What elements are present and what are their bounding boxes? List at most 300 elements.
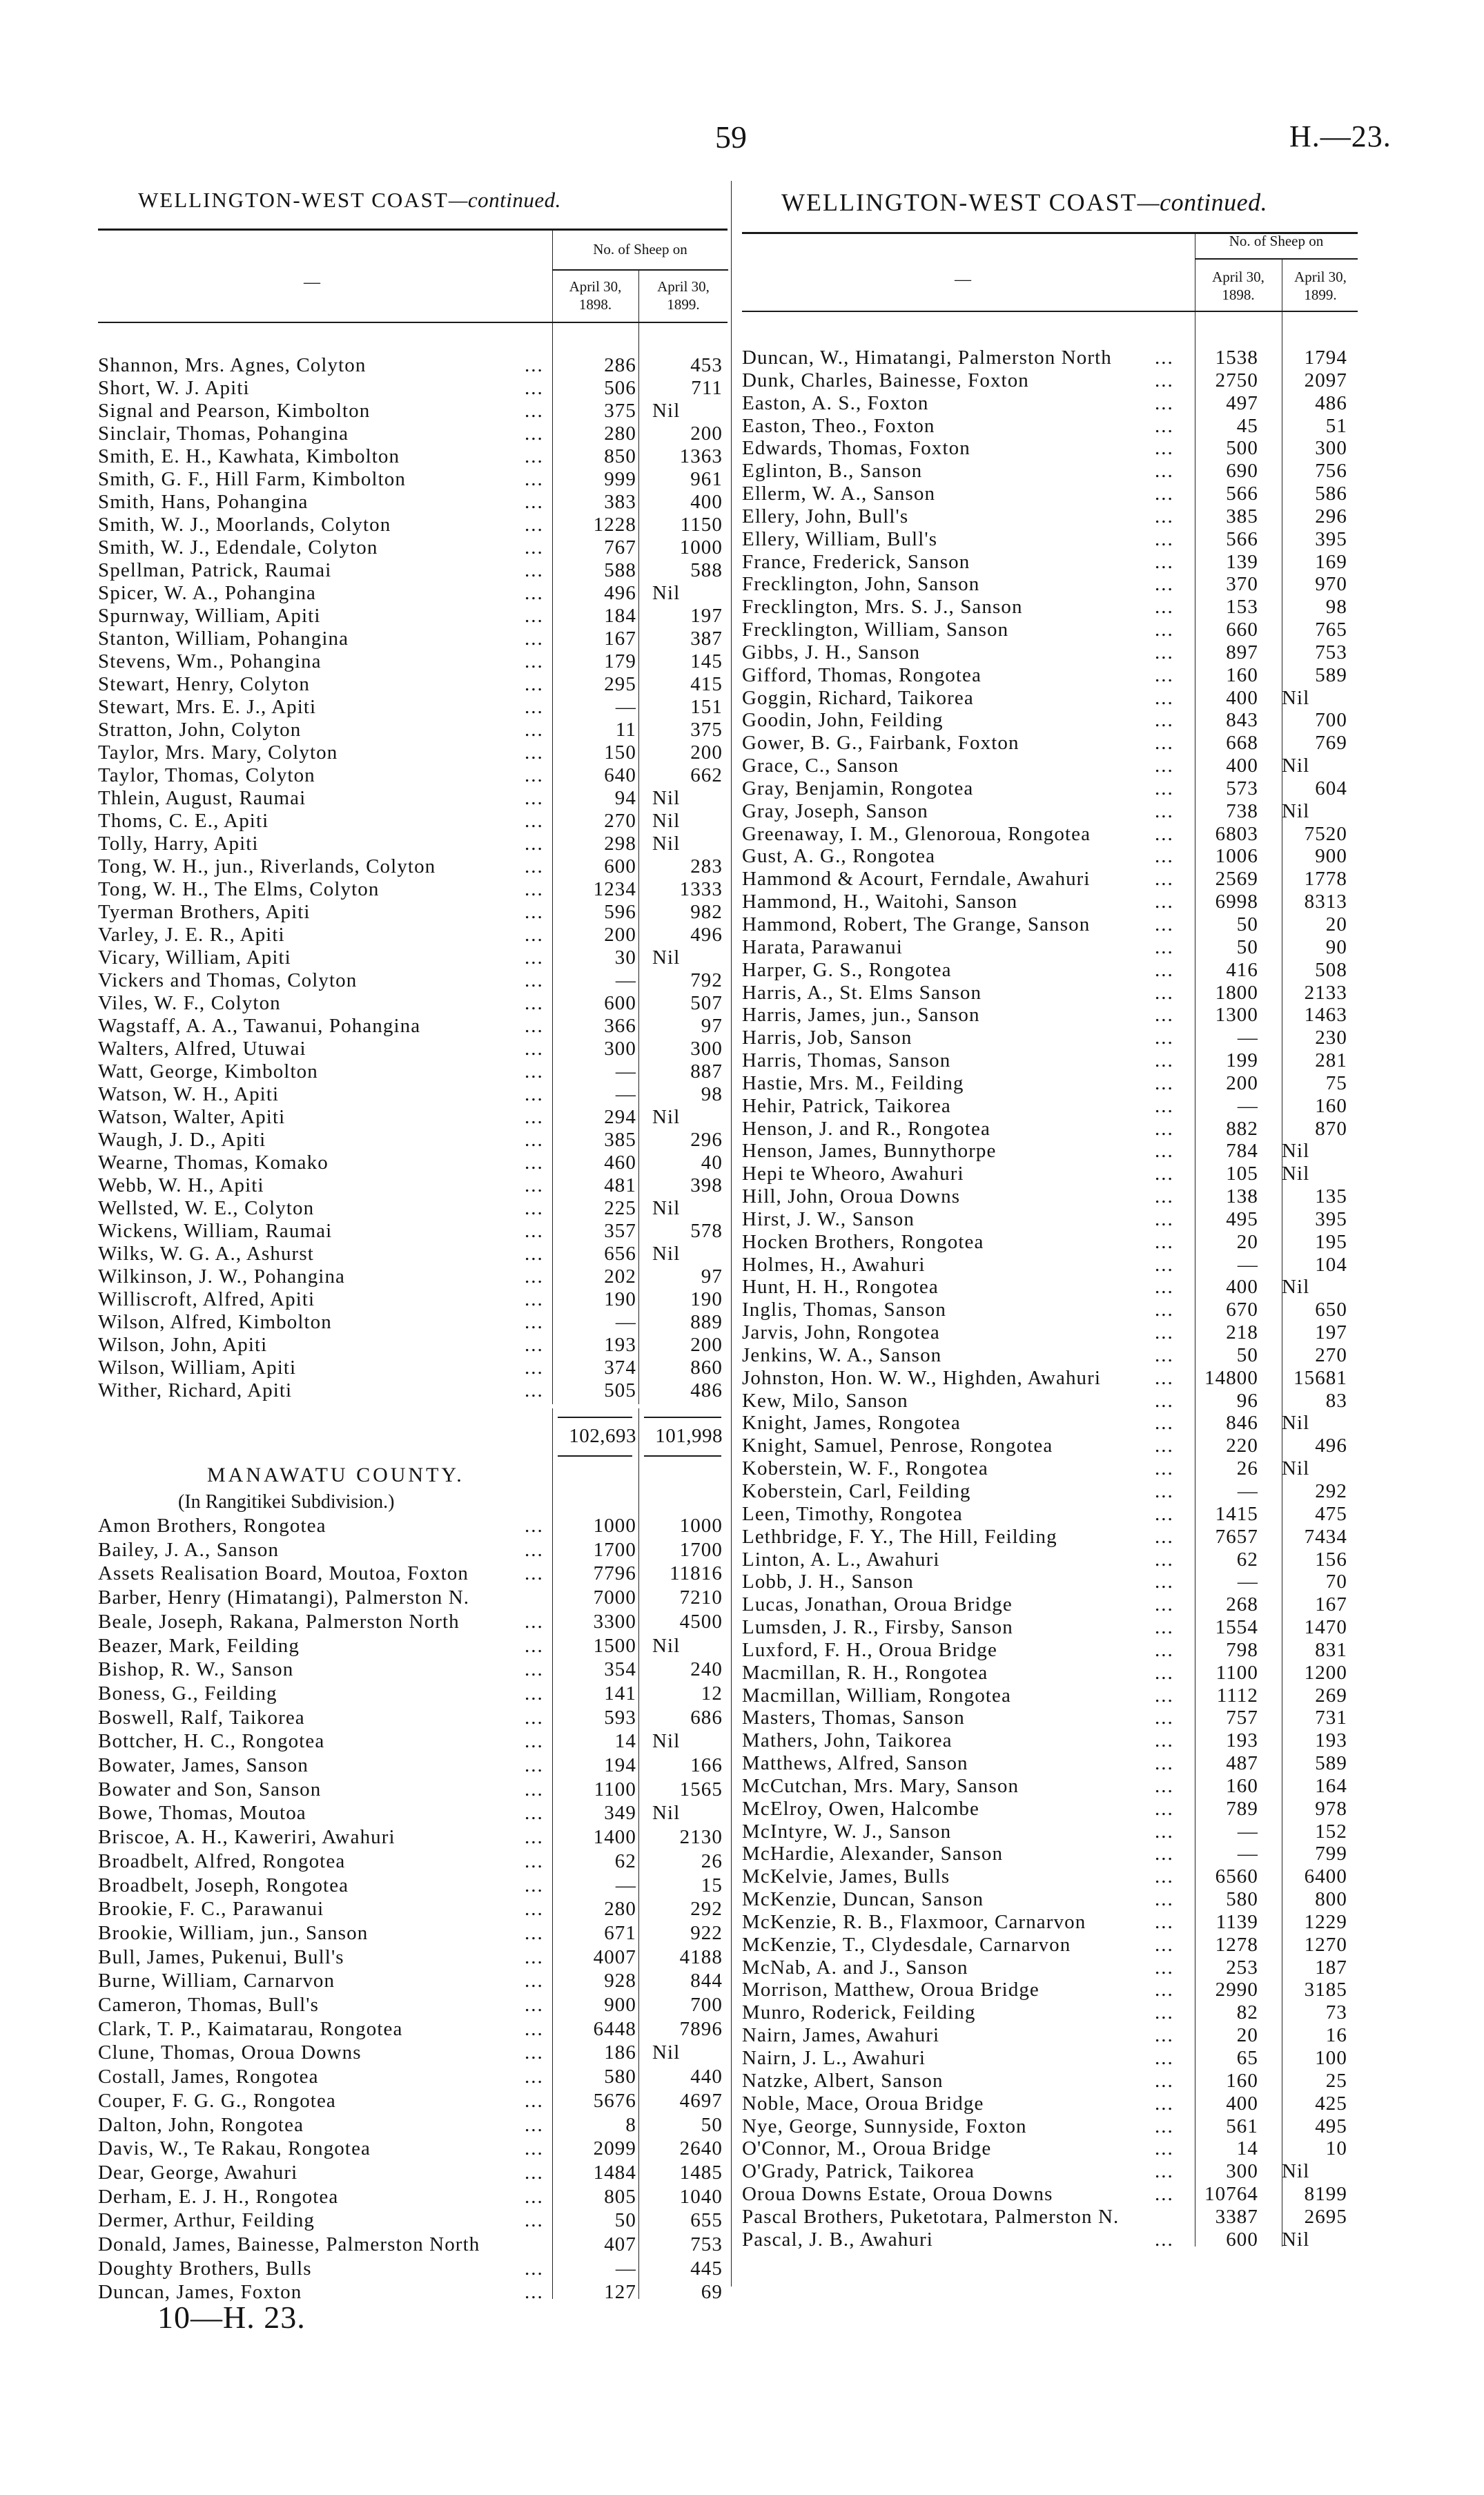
sheep-count-1899: 486 [1315, 391, 1347, 414]
owner-name: Holmes, H., Awahuri [742, 1253, 926, 1276]
sheep-count-1899: 1778 [1304, 868, 1347, 891]
owner-name: Bull, James, Pukenui, Bull's [98, 1945, 344, 1968]
sheep-count-1899: 160 [1315, 1094, 1347, 1117]
sheep-count-1899: 395 [1315, 527, 1347, 550]
table-row [742, 1821, 1358, 1843]
sheep-count-1899: 1470 [1304, 1616, 1347, 1639]
left-name-col-header: — [304, 273, 320, 291]
owner-name: Gray, Joseph, Sanson [742, 799, 928, 822]
owner-name: Spurnway, William, Apiti [98, 605, 321, 627]
dot-leader: ... [1155, 1027, 1174, 1049]
table-row [742, 2047, 1358, 2070]
sheep-count-1899: 753 [1315, 641, 1347, 663]
table-row [742, 551, 1358, 574]
dot-leader: ... [525, 2185, 544, 2208]
sheep-count-1898: 300 [604, 1038, 636, 1060]
sheep-count-1898: 573 [1226, 777, 1258, 799]
dot-leader: ... [1155, 958, 1174, 981]
sheep-count-1899: 1363 [679, 445, 723, 467]
owner-name: McElroy, Owen, Halcombe [742, 1797, 979, 1820]
sheep-count-1898: 4007 [593, 1945, 636, 1968]
sheep-count-1899: 270 [1315, 1343, 1347, 1366]
sheep-count-1899: 151 [690, 696, 723, 718]
owner-name: Macmillan, William, Rongotea [742, 1684, 1011, 1707]
table-row [98, 650, 728, 673]
dot-leader: ... [1155, 596, 1174, 619]
sheep-count-1898: 1000 [593, 1515, 636, 1537]
owner-name: Watson, Walter, Apiti [98, 1106, 286, 1128]
dot-leader: ... [1155, 1548, 1174, 1571]
sheep-count-1898: 1112 [1216, 1684, 1258, 1707]
sheep-count-1899: 300 [1315, 437, 1347, 460]
owner-name: Smith, G. F., Hill Farm, Kimbolton [98, 468, 406, 490]
dot-leader: ... [525, 810, 544, 832]
owner-name: Gray, Benjamin, Rongotea [742, 777, 974, 799]
sheep-count-1898: 383 [604, 491, 636, 513]
sheep-count-1899: 1040 [679, 2185, 723, 2208]
county-heading: MANAWATU COUNTY. [207, 1464, 465, 1486]
owner-name: Dermer, Arthur, Feilding [98, 2209, 315, 2232]
sheep-count-1898: 374 [604, 1357, 636, 1379]
owner-name: Nairn, J. L., Awahuri [742, 2047, 926, 2069]
sheep-count-1899: 292 [1315, 1480, 1347, 1502]
owner-name: Donald, James, Bainesse, Palmerston North [98, 2233, 480, 2255]
dot-leader: ... [1155, 505, 1174, 527]
table-row [98, 1707, 728, 1729]
sheep-count-1899: 100 [1315, 2047, 1347, 2069]
owner-name: Jenkins, W. A., Sanson [742, 1343, 942, 1366]
owner-name: Masters, Thomas, Sanson [742, 1707, 965, 1729]
table-row [742, 1412, 1358, 1435]
table-row [98, 1539, 728, 1562]
sheep-count-1899: 195 [1315, 1230, 1347, 1253]
sheep-count-1898: 1228 [593, 514, 636, 536]
dot-leader: ... [525, 1243, 544, 1265]
dot-leader: ... [1155, 1593, 1174, 1616]
sheep-count-1899: 2097 [1304, 369, 1347, 391]
sheep-count-1898: 668 [1226, 732, 1258, 755]
owner-name: Noble, Mace, Oroua Bridge [742, 2092, 984, 2115]
owner-name: Munro, Roderick, Feilding [742, 2001, 976, 2024]
sheep-count-1899: 4188 [679, 1945, 723, 1968]
dot-leader: ... [1155, 2001, 1174, 2024]
table-row [98, 1015, 728, 1038]
total-rule-bottom-1 [558, 1455, 632, 1457]
sheep-count-1898: — [1237, 1094, 1258, 1117]
table-row [742, 2160, 1358, 2183]
sheep-count-1898: 8 [625, 2113, 636, 2136]
sheep-count-1899: 135 [1315, 1185, 1347, 1208]
dot-leader: ... [525, 1334, 544, 1356]
sheep-count-1898: 580 [1226, 1888, 1258, 1911]
owner-name: Wilson, Alfred, Kimbolton [98, 1311, 332, 1333]
table-row [742, 1707, 1358, 1729]
sheep-count-1899: 961 [690, 468, 723, 490]
sheep-count-1899: 731 [1315, 1707, 1347, 1729]
sheep-count-1899: 792 [690, 969, 723, 991]
dot-leader: ... [1155, 347, 1174, 369]
col-header-line: April 30, [1212, 269, 1265, 285]
sheep-count-1899: 98 [1325, 596, 1347, 619]
sheep-count-1899: 40 [701, 1152, 723, 1174]
owner-name: Dalton, John, Rongotea [98, 2113, 304, 2136]
sheep-count-1898: — [1237, 1820, 1258, 1843]
sheep-count-1898: 6998 [1215, 891, 1258, 913]
dot-leader: ... [1155, 1412, 1174, 1435]
dot-leader: ... [1155, 2115, 1174, 2137]
sheep-count-1898: 784 [1226, 1140, 1258, 1163]
sheep-count-1899: Nil [652, 1634, 681, 1657]
table-row [742, 1457, 1358, 1480]
dot-leader: ... [525, 1197, 544, 1219]
sheep-count-1898: 193 [1226, 1729, 1258, 1752]
dot-leader: ... [1155, 460, 1174, 483]
table-row [98, 741, 728, 764]
sheep-count-1898: 600 [604, 855, 636, 877]
sheep-count-1898: 6560 [1215, 1865, 1258, 1888]
sheep-count-1899: 83 [1325, 1389, 1347, 1412]
table-row [742, 1503, 1358, 1526]
dot-leader: ... [1155, 1865, 1174, 1888]
sheep-count-1898: 767 [604, 536, 636, 559]
sheep-count-1898: — [615, 696, 636, 718]
sheep-count-1898: 660 [1226, 619, 1258, 641]
sheep-count-1899: 1565 [679, 1778, 723, 1800]
owner-name: Wellsted, W. E., Colyton [98, 1197, 315, 1219]
owner-name: Lumsden, J. R., Firsby, Sanson [742, 1616, 1013, 1639]
owner-name: Gibbs, J. H., Sanson [742, 641, 921, 663]
owner-name: Henson, J. and R., Rongotea [742, 1117, 990, 1140]
sheep-count-1899: 586 [1315, 483, 1347, 505]
dot-leader: ... [525, 1945, 544, 1968]
sheep-count-1899: 200 [690, 1334, 723, 1356]
sheep-count-1899: 486 [690, 1379, 723, 1401]
dot-leader: ... [1155, 2160, 1174, 2183]
sheep-count-1899: 700 [690, 1994, 723, 2016]
owner-name: Frecklington, Mrs. S. J., Sanson [742, 596, 1023, 619]
sheep-count-1898: 200 [1226, 1071, 1258, 1094]
sheep-count-1898: 153 [1226, 596, 1258, 619]
owner-name: McCutchan, Mrs. Mary, Sanson [742, 1774, 1019, 1797]
table-row [98, 1826, 728, 1849]
dot-leader: ... [525, 1874, 544, 1896]
dot-leader: ... [1155, 1843, 1174, 1865]
sheep-count-1899: 26 [701, 1850, 723, 1872]
dot-leader: ... [1155, 1797, 1174, 1820]
dot-leader: ... [1155, 1661, 1174, 1684]
table-row [742, 2137, 1358, 2160]
table-row [742, 687, 1358, 710]
sheep-count-1898: — [615, 1874, 636, 1896]
dot-leader: ... [1155, 1525, 1174, 1548]
dot-leader: ... [525, 377, 544, 399]
dot-leader: ... [1155, 2069, 1174, 2092]
sheep-count-1899: 7896 [679, 2017, 723, 2040]
sheep-count-1899: Nil [652, 946, 681, 969]
owner-name: McKelvie, James, Bulls [742, 1865, 950, 1888]
sheep-count-1898: 138 [1226, 1185, 1258, 1208]
table-row [98, 1754, 728, 1777]
sheep-count-1898: 850 [604, 445, 636, 467]
table-row [742, 1957, 1358, 1979]
sheep-count-1899: 167 [1315, 1593, 1347, 1616]
sheep-count-1899: 1333 [679, 878, 723, 900]
owner-name: McNab, A. and J., Sanson [742, 1956, 968, 1979]
table-row [98, 1334, 728, 1357]
owner-name: Duncan, James, Foxton [98, 2281, 302, 2304]
owner-name: McKenzie, R. B., Flaxmoor, Carnarvon [742, 1910, 1086, 1933]
dot-leader: ... [525, 1610, 544, 1633]
sheep-count-1899: 2133 [1304, 981, 1347, 1004]
owner-name: Davis, W., Te Rakau, Rongotea [98, 2137, 371, 2160]
dot-leader: ... [1155, 755, 1174, 777]
sheep-count-1899: 453 [690, 354, 723, 376]
sheep-count-1898: 141 [604, 1682, 636, 1705]
dot-leader: ... [525, 1921, 544, 1944]
table-row [742, 1549, 1358, 1571]
sheep-count-1899: 496 [690, 924, 723, 946]
sheep-count-1899: 769 [1315, 732, 1347, 755]
dot-leader: ... [1155, 1185, 1174, 1208]
sheep-count-1899: 870 [1315, 1117, 1347, 1140]
table-row [742, 755, 1358, 777]
table-row [742, 483, 1358, 505]
owner-name: Couper, F. G. G., Rongotea [98, 2089, 336, 2112]
dot-leader: ... [525, 969, 544, 991]
signature-mark: 10—H. 23. [157, 2300, 306, 2335]
dot-leader: ... [1155, 1729, 1174, 1752]
sheep-count-1898: 96 [1236, 1389, 1258, 1412]
table-row [742, 1276, 1358, 1299]
dot-leader: ... [525, 1826, 544, 1849]
sheep-count-1898: 487 [1226, 1752, 1258, 1775]
sheep-count-1898: 7657 [1215, 1525, 1258, 1548]
sheep-count-1898: — [615, 969, 636, 991]
dot-leader: ... [1155, 981, 1174, 1004]
owner-name: Inglis, Thomas, Sanson [742, 1299, 946, 1321]
sheep-count-1899: 300 [690, 1038, 723, 1060]
table-row [742, 1888, 1358, 1911]
owner-name: Hammond & Acourt, Ferndale, Awahuri [742, 868, 1091, 891]
dot-leader: ... [525, 1706, 544, 1729]
table-row [98, 924, 728, 946]
dot-leader: ... [525, 1562, 544, 1585]
table-row [742, 1390, 1358, 1412]
dot-leader: ... [1155, 1707, 1174, 1729]
sheep-count-1898: 268 [1226, 1593, 1258, 1616]
table-row [98, 2162, 728, 2184]
document-reference: H.—23. [1289, 119, 1392, 153]
left-header-bottom-rule [98, 322, 728, 323]
table-row [742, 2115, 1358, 2138]
sheep-count-1898: 349 [604, 1802, 636, 1825]
sheep-count-1898: 50 [1236, 913, 1258, 935]
dot-leader: ... [1155, 663, 1174, 686]
table-row [742, 1140, 1358, 1163]
sheep-count-1899: 70 [1325, 1571, 1347, 1593]
sheep-count-1899: 475 [1315, 1502, 1347, 1525]
owner-name: Short, W. J. Apiti [98, 377, 250, 399]
column-divider [731, 181, 732, 2287]
sheep-count-1898: 580 [604, 2066, 636, 2088]
sheep-count-1898: 50 [1236, 1343, 1258, 1366]
owner-name: Stratton, John, Colyton [98, 719, 302, 741]
dot-leader: ... [1155, 1253, 1174, 1276]
right-title-text: WELLINGTON-WEST COAST [781, 188, 1138, 216]
sheep-count-1899: 15681 [1293, 1366, 1347, 1389]
table-row [98, 787, 728, 810]
owner-name: Stanton, William, Pohangina [98, 628, 349, 650]
dot-leader: ... [525, 1730, 544, 1753]
sheep-count-1898: 495 [1226, 1207, 1258, 1230]
dot-leader: ... [525, 1658, 544, 1681]
dot-leader: ... [1155, 868, 1174, 891]
dot-leader: ... [1155, 1820, 1174, 1843]
sheep-count-1898: 10764 [1204, 2183, 1258, 2206]
sheep-count-1898: 375 [604, 400, 636, 422]
dot-leader: ... [1155, 414, 1174, 437]
table-row [98, 1778, 728, 1801]
owner-name: O'Grady, Patrick, Taikorea [742, 2160, 975, 2183]
sheep-count-1899: Nil [652, 1802, 681, 1825]
sheep-count-1898: 298 [604, 833, 636, 855]
table-row [742, 1321, 1358, 1344]
sheep-count-1898: 1400 [593, 1826, 636, 1849]
sheep-count-1899: 900 [1315, 845, 1347, 868]
table-row [742, 777, 1358, 800]
total-rule-bottom-2 [644, 1455, 721, 1457]
sheep-count-1899: 200 [690, 423, 723, 445]
right-group-header: No. of Sheep on [1229, 233, 1324, 249]
sheep-count-1898: 671 [604, 1921, 636, 1944]
dot-leader: ... [525, 1220, 544, 1242]
table-row [742, 982, 1358, 1004]
owner-name: Tong, W. H., The Elms, Colyton [98, 878, 380, 900]
sheep-count-1898: — [1237, 1253, 1258, 1276]
owner-name: Grace, C., Sanson [742, 755, 899, 777]
table-row [98, 536, 728, 559]
dot-leader: ... [1155, 1049, 1174, 1072]
sheep-count-1898: 460 [604, 1152, 636, 1174]
sheep-count-1898: 789 [1226, 1797, 1258, 1820]
owner-name: Beazer, Mark, Feilding [98, 1634, 300, 1657]
table-row [742, 641, 1358, 664]
dot-leader: ... [525, 1311, 544, 1333]
sheep-count-1898: 1538 [1215, 347, 1258, 369]
owner-name: Smith, E. H., Kawhata, Kimbolton [98, 445, 400, 467]
sheep-count-1898: 202 [604, 1265, 636, 1288]
table-row [98, 1611, 728, 1633]
table-row [742, 1729, 1358, 1752]
dot-leader: ... [1155, 1140, 1174, 1163]
dot-leader: ... [525, 1357, 544, 1379]
dot-leader: ... [1155, 1321, 1174, 1344]
sheep-count-1898: 670 [1226, 1299, 1258, 1321]
sheep-count-1899: 50 [701, 2113, 723, 2136]
sheep-count-1899: 240 [690, 1658, 723, 1681]
sheep-count-1899: 831 [1315, 1638, 1347, 1661]
owner-name: Lethbridge, F. Y., The Hill, Feilding [742, 1525, 1057, 1548]
table-row [742, 1185, 1358, 1208]
table-row [98, 2018, 728, 2041]
dot-leader: ... [525, 2137, 544, 2160]
owner-name: Wearne, Thomas, Komako [98, 1152, 329, 1174]
sheep-count-1898: 843 [1226, 709, 1258, 732]
owner-name: Bowe, Thomas, Moutoa [98, 1802, 306, 1825]
table-row [742, 1231, 1358, 1254]
owner-name: Hunt, H. H., Rongotea [742, 1276, 939, 1299]
sheep-count-1898: 199 [1226, 1049, 1258, 1072]
table-row [98, 1730, 728, 1753]
owner-name: Pascal, J. B., Awahuri [742, 2228, 933, 2251]
dot-leader: ... [1155, 1933, 1174, 1956]
table-row [98, 1586, 728, 1609]
sheep-count-1898: 588 [604, 559, 636, 581]
sheep-count-1899: Nil [1282, 799, 1310, 822]
dot-leader: ... [525, 946, 544, 969]
left-title-text: WELLINGTON-WEST COAST [138, 188, 449, 212]
table-row [742, 823, 1358, 846]
owner-name: Smith, W. J., Moorlands, Colyton [98, 514, 391, 536]
dot-leader: ... [525, 2209, 544, 2232]
dot-leader: ... [1155, 2047, 1174, 2069]
owner-name: Harata, Parawanui [742, 935, 903, 958]
table-row [742, 2070, 1358, 2093]
sheep-count-1899: 799 [1315, 1843, 1347, 1865]
owner-name: Clark, T. P., Kaimatarau, Rongotea [98, 2017, 403, 2040]
sheep-count-1899: 104 [1315, 1253, 1347, 1276]
table-row [742, 709, 1358, 732]
table-row [742, 2093, 1358, 2115]
sheep-count-1899: 765 [1315, 619, 1347, 641]
owner-name: Bowater and Son, Sanson [98, 1778, 322, 1800]
table-row [98, 1682, 728, 1705]
dot-leader: ... [525, 536, 544, 559]
dot-leader: ... [1155, 1094, 1174, 1117]
table-row [742, 1911, 1358, 1934]
table-row [742, 460, 1358, 483]
owner-name: Viles, W. F., Colyton [98, 992, 281, 1014]
table-row [742, 1685, 1358, 1707]
dot-leader: ... [525, 1379, 544, 1401]
sheep-count-1898: 385 [1226, 505, 1258, 527]
right-title-suffix: —continued. [1137, 188, 1268, 216]
table-row [98, 1922, 728, 1945]
dot-leader: ... [525, 582, 544, 604]
table-row [742, 1752, 1358, 1775]
owner-name: O'Connor, M., Oroua Bridge [742, 2137, 992, 2160]
sheep-count-1898: 500 [1226, 437, 1258, 460]
table-row [98, 855, 728, 878]
sheep-count-1899: 588 [690, 559, 723, 581]
sheep-count-1898: — [1237, 1480, 1258, 1502]
sheep-count-1898: 1700 [593, 1538, 636, 1561]
sheep-count-1898: 193 [604, 1334, 636, 1356]
owner-name: Vicary, William, Apiti [98, 946, 291, 969]
sheep-count-1898: 50 [1236, 935, 1258, 958]
owner-name: Wagstaff, A. A., Tawanui, Pohangina [98, 1015, 421, 1037]
owner-name: Watt, George, Kimbolton [98, 1060, 318, 1083]
table-row [98, 354, 728, 377]
sheep-count-1898: 2569 [1215, 868, 1258, 891]
sheep-count-1898: — [615, 1060, 636, 1083]
sheep-count-1899: Nil [1282, 1276, 1310, 1299]
sheep-count-1899: 2130 [679, 1826, 723, 1849]
owner-name: Briscoe, A. H., Kaweriri, Awahuri [98, 1826, 396, 1849]
sheep-count-1899: 495 [1315, 2115, 1347, 2137]
owner-name: Derham, E. J. H., Rongotea [98, 2185, 339, 2208]
dot-leader: ... [525, 741, 544, 764]
